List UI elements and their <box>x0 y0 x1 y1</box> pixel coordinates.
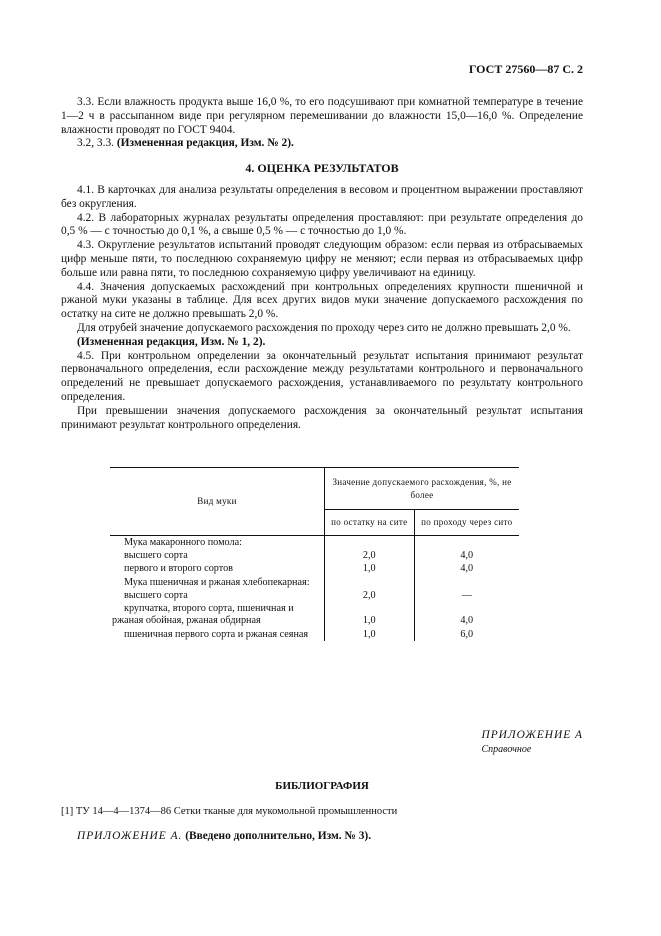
col-header-flour-type: Вид муки <box>110 468 325 536</box>
page-header: ГОСТ 27560—87 С. 2 <box>468 62 583 76</box>
cell-residue: 2,0 <box>325 589 415 602</box>
footer-note <box>77 830 371 844</box>
cell-pass: 4,0 <box>414 549 519 562</box>
paragraph-3-3: 3.3. Если влажность продукта выше 16,0 %, то его подсушивают при комнатной температуре в течение 1—2 ч в рассыпанном виде при регулярном перемешивании до влажности 15,0—16,0 %. Определение влажности проводят по ГОСТ 9404. <box>61 96 583 136</box>
paragraph-4-2: 4.2. В лабораторных журналах результаты определения проставляют: при результате определения до 0,5 % — с точностью до 0,1 %, а свыше 0,5 % — с точностью до 1,0 %. <box>61 211 583 238</box>
section-4-text <box>61 184 583 432</box>
paragraph-4-5: 4.5. При контрольном определении за окончательный результат испытания принимают результат первоначального определения, если расхождение между результатами контрольного и первоначального определений не превышает допускаемого расхождения, устанавливаемого по результату контрольного определения. <box>61 349 583 403</box>
cell-pass: 4,0 <box>414 603 519 628</box>
footer-label: ПРИЛОЖЕНИЕ А. <box>77 830 183 842</box>
section-3-text <box>61 96 583 151</box>
paragraph-4-3: 4.3. Округление результатов испытаний проводят следующим образом: если первая из отбрасываемых цифр меньше пяти, то последнюю сохраняемую цифру не меняют; если первая из отбрасываемых цифр больше или равна пяти, то последнюю сохраняемую цифру увеличивают на единицу. <box>61 239 583 279</box>
row-label: Мука пшеничная и ржаная хлебопекарная: <box>124 576 310 588</box>
row-label: первого и второго сортов <box>124 563 233 575</box>
row-label: высшего сорта <box>124 549 188 561</box>
table-row <box>110 628 519 641</box>
col-header-pass: по проходу через сито <box>414 510 519 536</box>
row-label: Мука макаронного помола: <box>124 536 242 548</box>
cell-pass: 4,0 <box>414 563 519 576</box>
edit-prefix: 3.2, 3.3. <box>77 137 115 150</box>
cell-residue: 1,0 <box>325 628 415 641</box>
paragraph-4-1: 4.1. В карточках для анализа результаты определения в весовом и процентном выражении проставляют без округления. <box>61 184 583 210</box>
footer-edit: (Введено дополнительно, Изм. № 3). <box>185 830 372 842</box>
cell-residue: 2,0 <box>325 549 415 562</box>
col-header-residue: по остатку на сите <box>325 510 415 536</box>
bibliography-title: БИБЛИОГРАФИЯ <box>275 780 369 792</box>
table-row <box>110 549 519 562</box>
paragraph-4-5b: При превышении значения допускаемого расхождения за окончательный результат испытания принимают результат контрольного определения. <box>61 404 583 431</box>
tolerance-table <box>110 467 519 641</box>
row-label: высшего сорта <box>124 590 188 602</box>
table-row <box>110 589 519 602</box>
edit-note-3 <box>61 137 583 151</box>
col-header-group: Значение допускаемого расхождения, %, не более <box>325 468 520 510</box>
cell-residue <box>325 576 415 589</box>
appendix-heading <box>481 729 583 757</box>
cell-pass: — <box>414 589 519 602</box>
edit-note-4: (Измененная редакция, Изм. № 1, 2). <box>77 335 266 348</box>
table-row <box>110 563 519 576</box>
table-row <box>110 603 519 628</box>
cell-pass: 6,0 <box>414 628 519 641</box>
row-label: пшеничная первого сорта и ржаная сеяная <box>124 628 309 640</box>
bibliography-ref-1: [1] ТУ 14—4—1374—86 Сетки тканые для мукомольной промышленности <box>61 806 398 817</box>
appendix-title: ПРИЛОЖЕНИЕ А <box>481 729 583 741</box>
paragraph-4-4b: Для отрубей значение допускаемого расхождения по проходу через сито не должно превышать 2,0 %. <box>77 321 571 334</box>
cell-pass <box>414 535 519 549</box>
row-label: крупчатка, второго сорта, пшеничная и ржаная обойная, ржаная обдирная <box>112 602 294 627</box>
paragraph-4-4: 4.4. Значения допускаемых расхождений при контрольных определениях крупности пшеничной и ржаной муки указаны в таблице. Для всех других видов муки значение допускаемого расхождения по остатку на сите не должно превышать 2,0 %. <box>61 280 583 321</box>
cell-residue: 1,0 <box>325 603 415 628</box>
appendix-subtitle: Справочное <box>481 743 532 755</box>
section-4-title: 4. ОЦЕНКА РЕЗУЛЬТАТОВ <box>245 161 399 175</box>
cell-residue <box>325 535 415 549</box>
cell-pass <box>414 576 519 589</box>
edit-note: (Измененная редакция, Изм. № 2). <box>116 137 294 150</box>
table-row <box>110 576 519 589</box>
table-row <box>110 535 519 549</box>
cell-residue: 1,0 <box>325 563 415 576</box>
